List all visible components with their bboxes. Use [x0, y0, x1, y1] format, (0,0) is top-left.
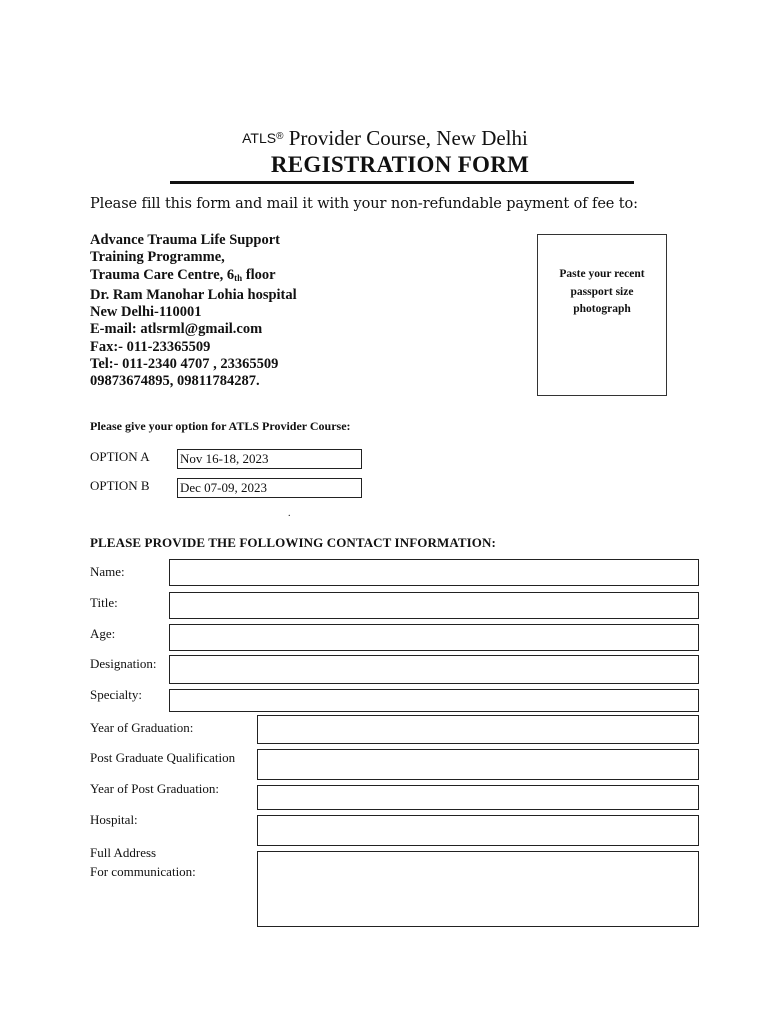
pg-qualification-label: Post Graduate Qualification — [90, 750, 236, 765]
photo-box — [537, 234, 667, 396]
form-title: REGISTRATION FORM — [270, 152, 530, 177]
hospital-label: Hospital: — [90, 812, 138, 827]
course-title — [0, 124, 770, 151]
designation-label: Designation: — [90, 656, 157, 671]
year-of-graduation-field[interactable] — [257, 715, 699, 744]
age-label: Age: — [90, 626, 116, 641]
designation-field[interactable] — [169, 655, 699, 684]
full-address-label: Full Address For communication: — [90, 845, 196, 879]
contact-heading: PLEASE PROVIDE THE FOLLOWING CONTACT INFORMATION: — [90, 535, 496, 550]
year-of-post-graduation-label: Year of Post Graduation: — [90, 781, 220, 796]
photo-instructions: Paste your recent passport size photograph — [559, 268, 645, 315]
title-field[interactable] — [169, 592, 699, 619]
option-b-label: OPTION B — [90, 478, 150, 493]
year-of-post-graduation-field[interactable] — [257, 785, 699, 810]
registered-mark: ® — [276, 131, 284, 142]
address-line: Trauma Care Centre, $6_{th}$ floor — [90, 266, 276, 283]
specialty-field[interactable] — [169, 689, 699, 712]
name-label: Name: — [90, 564, 125, 579]
title-label: Title: — [90, 595, 118, 610]
name-field[interactable] — [169, 559, 699, 586]
intro-text: Please fill this form and mail it with your non-refundable payment of fee to: — [90, 196, 638, 212]
specialty-label: Specialty: — [90, 687, 142, 702]
option-a-field[interactable]: Nov 16-18, 2023 — [177, 449, 362, 469]
mailing-address — [90, 232, 297, 391]
full-address-field[interactable] — [257, 851, 699, 927]
address-line: New Delhi-110001 — [90, 304, 202, 321]
option-b-field[interactable]: Dec 07-09, 2023 — [177, 478, 362, 498]
address-line: Training Programme, — [90, 249, 225, 266]
stray-mark: . — [288, 508, 291, 519]
option-heading: Please give your option for ATLS Provider Course: — [90, 419, 351, 433]
tel-line: Tel:- 011-2340 4707 , 23365509 — [90, 356, 279, 373]
option-a-label: OPTION A — [90, 449, 150, 464]
fax-line: Fax:- 011-23365509 — [90, 338, 211, 355]
address-line: Advance Trauma Life Support — [90, 232, 280, 248]
pg-qualification-field[interactable] — [257, 749, 699, 780]
course-line: Provider Course, New Delhi — [288, 126, 528, 150]
year-of-graduation-label: Year of Graduation: — [90, 720, 194, 735]
title-underline — [170, 181, 634, 184]
age-field[interactable] — [169, 624, 699, 651]
email-line: E-mail: atlsrml@gmail.com — [90, 321, 263, 338]
hospital-field[interactable] — [257, 815, 699, 846]
mobile-line: 09873674895, 09811784287. — [90, 373, 260, 390]
address-line: Dr. Ram Manohar Lohia hospital — [90, 286, 297, 303]
atls-mark: ATLS — [242, 130, 277, 146]
